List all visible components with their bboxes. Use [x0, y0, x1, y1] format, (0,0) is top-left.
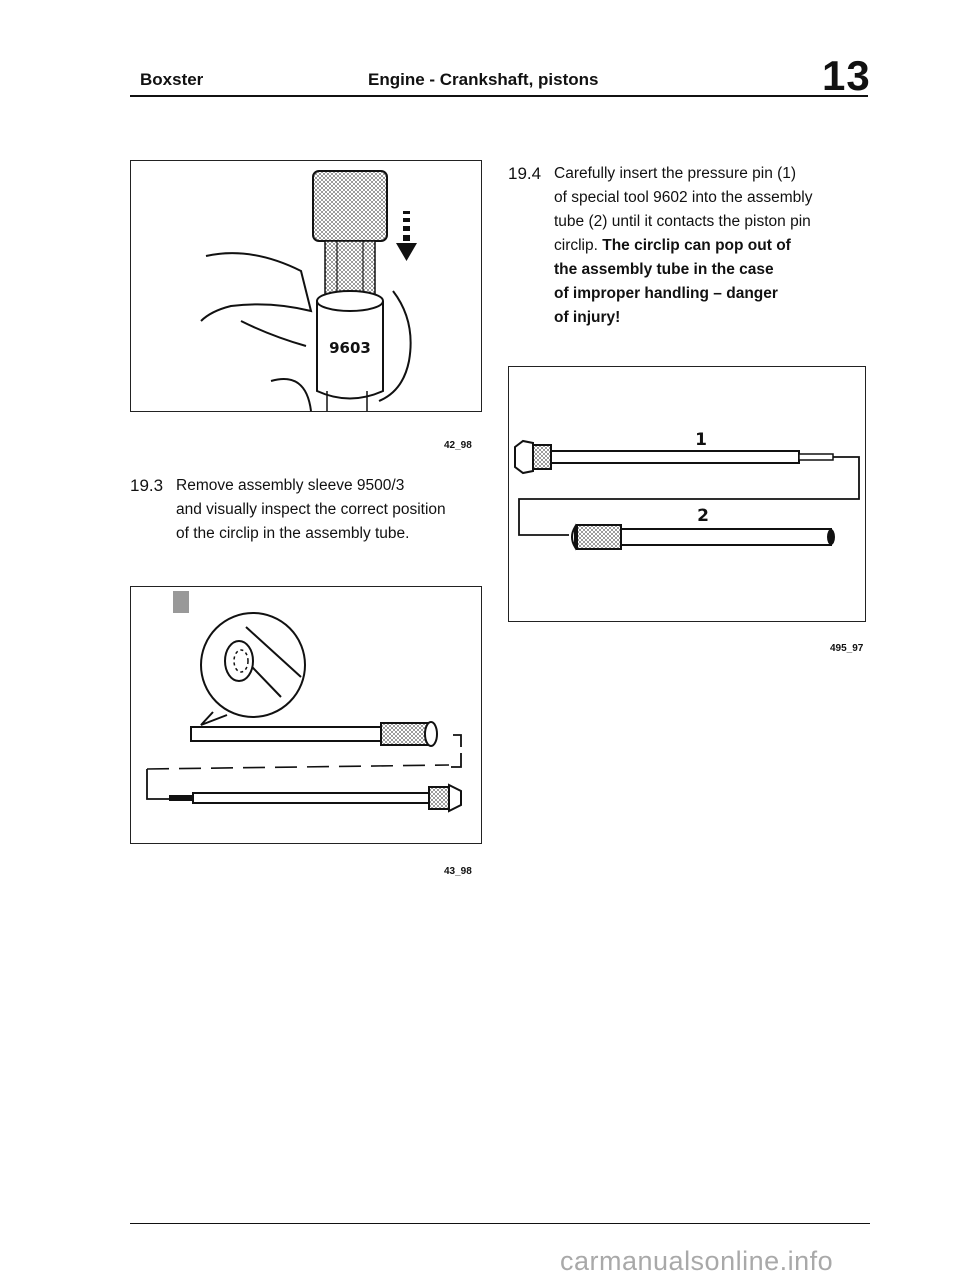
figure-assembly-tube-illustration — [131, 587, 481, 843]
step-line — [554, 234, 860, 258]
warning-text: of improper handling – danger — [554, 285, 778, 302]
step-19-3 — [130, 474, 470, 554]
figure-pressure-pin — [508, 366, 866, 622]
callout-pressure-pin: 1 — [695, 430, 707, 450]
step-line: Carefully insert the pressure pin (1) — [554, 165, 797, 182]
header-chapter-number: 13 — [822, 52, 871, 99]
step-text — [176, 474, 470, 546]
step-line-text: circlip. — [554, 237, 598, 254]
header-model: Boxster — [140, 70, 204, 89]
step-text — [554, 162, 860, 330]
figure-ref: 42_98 — [444, 440, 472, 451]
tool-label-9603: 9603 — [329, 339, 371, 357]
figure-ref: 43_98 — [444, 866, 472, 877]
step-line: tube (2) until it contacts the piston pin — [554, 213, 811, 230]
step-number: 19.3 — [130, 476, 164, 495]
arrow-down-icon — [396, 211, 417, 261]
figure-pressure-pin-illustration — [509, 367, 865, 621]
figure-tool-9603-illustration — [131, 161, 481, 411]
step-line: of special tool 9602 into the assembly — [554, 189, 813, 206]
callout-assembly-tube: 2 — [697, 506, 709, 526]
step-19-4 — [508, 162, 860, 362]
step-number: 19.4 — [508, 164, 542, 183]
figure-ref: 495_97 — [830, 643, 864, 654]
watermark-text: carmanualsonline.info — [560, 1246, 834, 1276]
step-line: and visually inspect the correct position — [176, 501, 446, 518]
step-line: Remove assembly sleeve 9500/3 — [176, 477, 405, 494]
figure-tool-9603 — [130, 160, 482, 412]
figure-assembly-tube — [130, 586, 482, 844]
header-section-title: Engine - Crankshaft, pistons — [368, 70, 599, 89]
warning-text: The circlip can pop out of — [602, 237, 791, 254]
warning-text: of injury! — [554, 309, 621, 326]
warning-text: the assembly tube in the case — [554, 261, 774, 278]
step-line: of the circlip in the assembly tube. — [176, 525, 410, 542]
footer-rule — [130, 1223, 870, 1224]
header-rule — [130, 95, 868, 97]
